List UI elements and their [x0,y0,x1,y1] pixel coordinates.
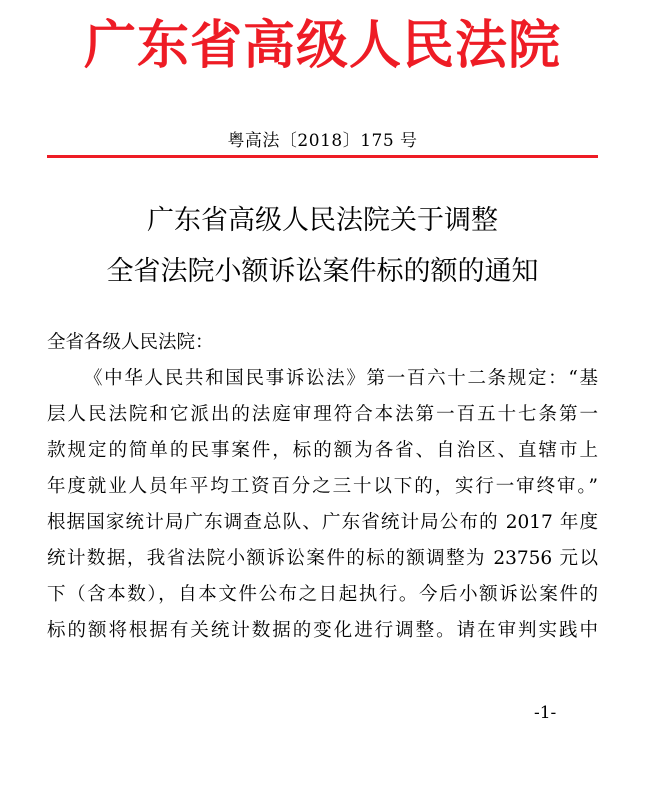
body-line-4: 年度就业人员年平均工资百分之三十以下的，实行一审终审。” [47,476,598,497]
body-line-7: 下（含本数），自本文件公布之日起执行。今后小额诉讼案件的 [47,584,598,605]
notice-title-line-2: 全省法院小额诉讼案件标的额的通知 [106,256,539,287]
notice-title-line-1: 广东省高级人民法院关于调整 [147,205,498,236]
body-line-3: 款规定的简单的民事案件，标的额为各省、自治区、直辖市上 [47,440,598,461]
body-line-6: 统计数据，我省法院小额诉讼案件的标的额调整为 23756 元以 [47,548,598,569]
body-line-8: 标的额将根据有关统计数据的变化进行调整。请在审判实践中 [47,620,598,641]
salutation: 全省各级人民法院： [47,332,214,353]
red-separator-line [47,155,598,158]
body-line-1: 《中华人民共和国民事诉讼法》第一百六十二条规定：“基 [84,368,598,389]
document-body [47,325,598,649]
issuer-header: 广东省高级人民法院 [83,16,561,76]
body-line-5: 根据国家统计局广东调查总队、广东省统计局公布的 2017 年度 [47,512,598,533]
page-number: -1- [534,703,557,723]
body-line-2: 层人民法院和它派出的法庭审理符合本法第一百五十七条第一 [47,404,598,425]
document-number: 粤高法〔2018〕175 号 [227,131,418,151]
